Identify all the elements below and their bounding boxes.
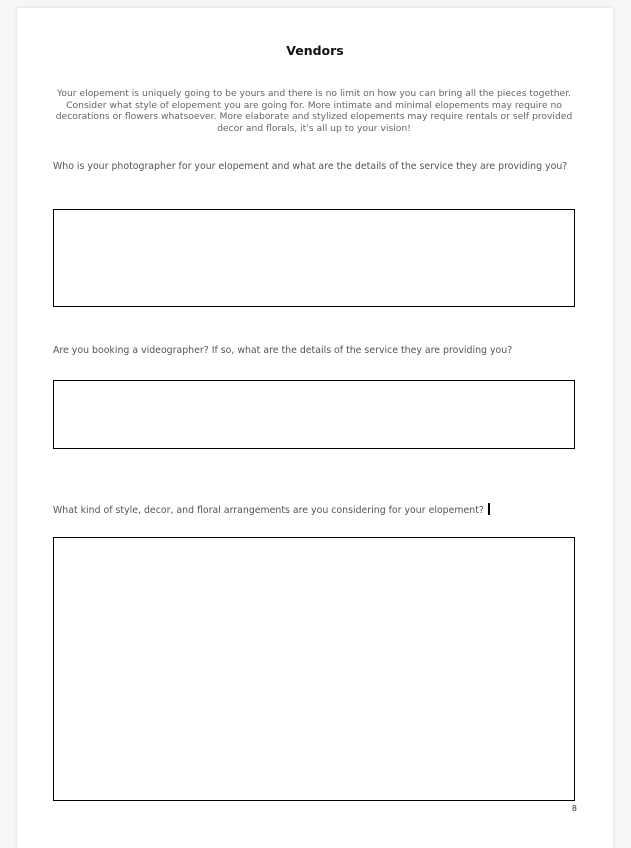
answer-field-style-decor[interactable]: [53, 537, 575, 801]
question-videographer: Are you booking a videographer? If so, what are the details of the service they are providing you?: [53, 345, 513, 356]
intro-paragraph: Your elopement is uniquely going to be yours and there is no limit on how you can bring all the pieces together. Consider what style of elopement you are going for. More intimate and minimal elopements may require no decorations or flowers whatsoever. More elaborate and stylized elopements may require rentals or self provided decor and florals, it's all up to your vision!: [55, 88, 573, 134]
text-cursor: [488, 503, 490, 515]
question-style-decor-text: What kind of style, decor, and floral arrangements are you considering for your elopement?: [53, 505, 484, 516]
document-page: [17, 8, 613, 848]
page-number: 8: [571, 804, 577, 813]
answer-field-videographer[interactable]: [53, 380, 575, 449]
page-title: Vendors: [286, 43, 344, 58]
answer-field-photographer[interactable]: [53, 209, 575, 307]
question-photographer: Who is your photographer for your elopement and what are the details of the service they are providing you?: [53, 161, 568, 172]
question-style-decor: [53, 503, 581, 517]
